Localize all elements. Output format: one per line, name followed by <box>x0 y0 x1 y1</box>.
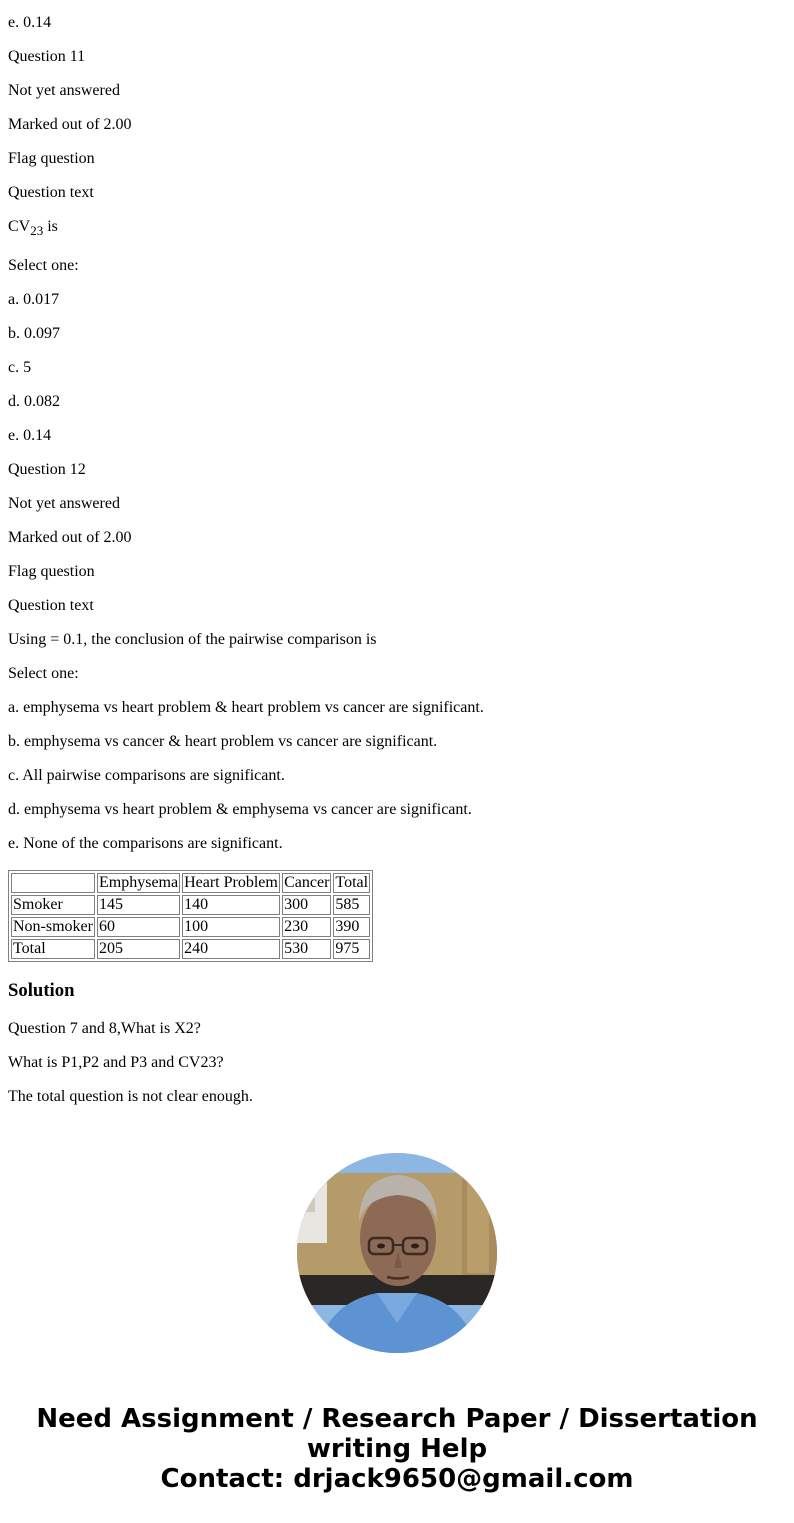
portrait-illustration <box>297 1153 497 1353</box>
solution-heading: Solution <box>8 980 75 1001</box>
prev-option-e[interactable]: e. 0.14 <box>8 14 52 31</box>
table-header-cell: Emphysema <box>99 874 179 891</box>
question-11-option-c[interactable]: c. 5 <box>8 359 32 376</box>
question-11-marks: Marked out of 2.00 <box>8 116 132 133</box>
solution-line: What is P1,P2 and P3 and CV23? <box>8 1054 224 1071</box>
table-cell: 60 <box>97 917 180 937</box>
table-cell: 100 <box>182 917 280 937</box>
table-cell: 205 <box>97 939 180 959</box>
question-11-title: Question 11 <box>8 48 86 65</box>
question-12-marks: Marked out of 2.00 <box>8 529 132 546</box>
question-11-option-b[interactable]: b. 0.097 <box>8 325 60 342</box>
table-header-cell: Total <box>335 874 369 891</box>
table-row <box>11 939 370 959</box>
table-cell: 530 <box>282 939 331 959</box>
table-header-cell: Cancer <box>284 874 330 891</box>
question-12-title: Question 12 <box>8 461 86 478</box>
table-header-cell <box>11 873 95 893</box>
question-11-flag-link[interactable]: Flag question <box>8 150 95 167</box>
question-12-option-c[interactable]: c. All pairwise comparisons are significant. <box>8 767 285 784</box>
table-cell: Total <box>11 939 95 959</box>
cta-contact-email[interactable]: Contact: drjack9650@gmail.com <box>160 1464 634 1494</box>
question-11-option-e[interactable]: e. 0.14 <box>8 427 52 444</box>
question-12-select-label: Select one: <box>8 665 79 682</box>
solution-line: Question 7 and 8,What is X2? <box>8 1020 201 1037</box>
table-cell: Non-smoker <box>11 917 95 937</box>
stem-subscript: 23 <box>30 223 44 238</box>
table-cell: 145 <box>97 895 180 915</box>
question-12-text-label: Question text <box>8 597 94 614</box>
question-12-option-e[interactable]: e. None of the comparisons are significant. <box>8 835 283 852</box>
question-11-status: Not yet answered <box>8 82 120 99</box>
table-header-row <box>11 873 370 893</box>
question-11-select-label: Select one: <box>8 257 79 274</box>
solution-line: The total question is not clear enough. <box>8 1088 253 1105</box>
table-cell: 390 <box>333 917 370 937</box>
cta-line-1: Need Assignment / Research Paper / Dissertation <box>36 1404 758 1434</box>
contact-banner <box>0 1404 794 1494</box>
question-12-option-b[interactable]: b. emphysema vs cancer & heart problem vs cancer are significant. <box>8 733 438 750</box>
table-row <box>11 917 370 937</box>
question-12-flag-link[interactable]: Flag question <box>8 563 95 580</box>
question-11-stem <box>8 218 58 236</box>
question-11-option-d[interactable]: d. 0.082 <box>8 393 60 410</box>
question-12-stem: Using = 0.1, the conclusion of the pairwise comparison is <box>8 631 377 648</box>
table-cell: 140 <box>182 895 280 915</box>
question-11-text-label: Question text <box>8 184 94 201</box>
stem-suffix: is <box>43 218 58 235</box>
table-cell: 300 <box>282 895 331 915</box>
cta-line-2: writing Help <box>306 1434 488 1464</box>
question-12-option-a[interactable]: a. emphysema vs heart problem & heart problem vs cancer are significant. <box>8 699 484 716</box>
table-cell: 230 <box>282 917 331 937</box>
table-cell: 240 <box>182 939 280 959</box>
table-cell: Smoker <box>11 895 95 915</box>
question-12-status: Not yet answered <box>8 495 120 512</box>
table-cell: 975 <box>333 939 370 959</box>
author-avatar <box>297 1153 497 1353</box>
table-header-cell: Heart Problem <box>182 873 280 893</box>
table-cell: 585 <box>333 895 370 915</box>
table-row <box>11 895 370 915</box>
question-11-option-a[interactable]: a. 0.017 <box>8 291 60 308</box>
stem-cv: CV <box>8 218 31 235</box>
contingency-table <box>8 870 373 962</box>
question-12-option-d[interactable]: d. emphysema vs heart problem & emphysema vs cancer are significant. <box>8 801 472 818</box>
